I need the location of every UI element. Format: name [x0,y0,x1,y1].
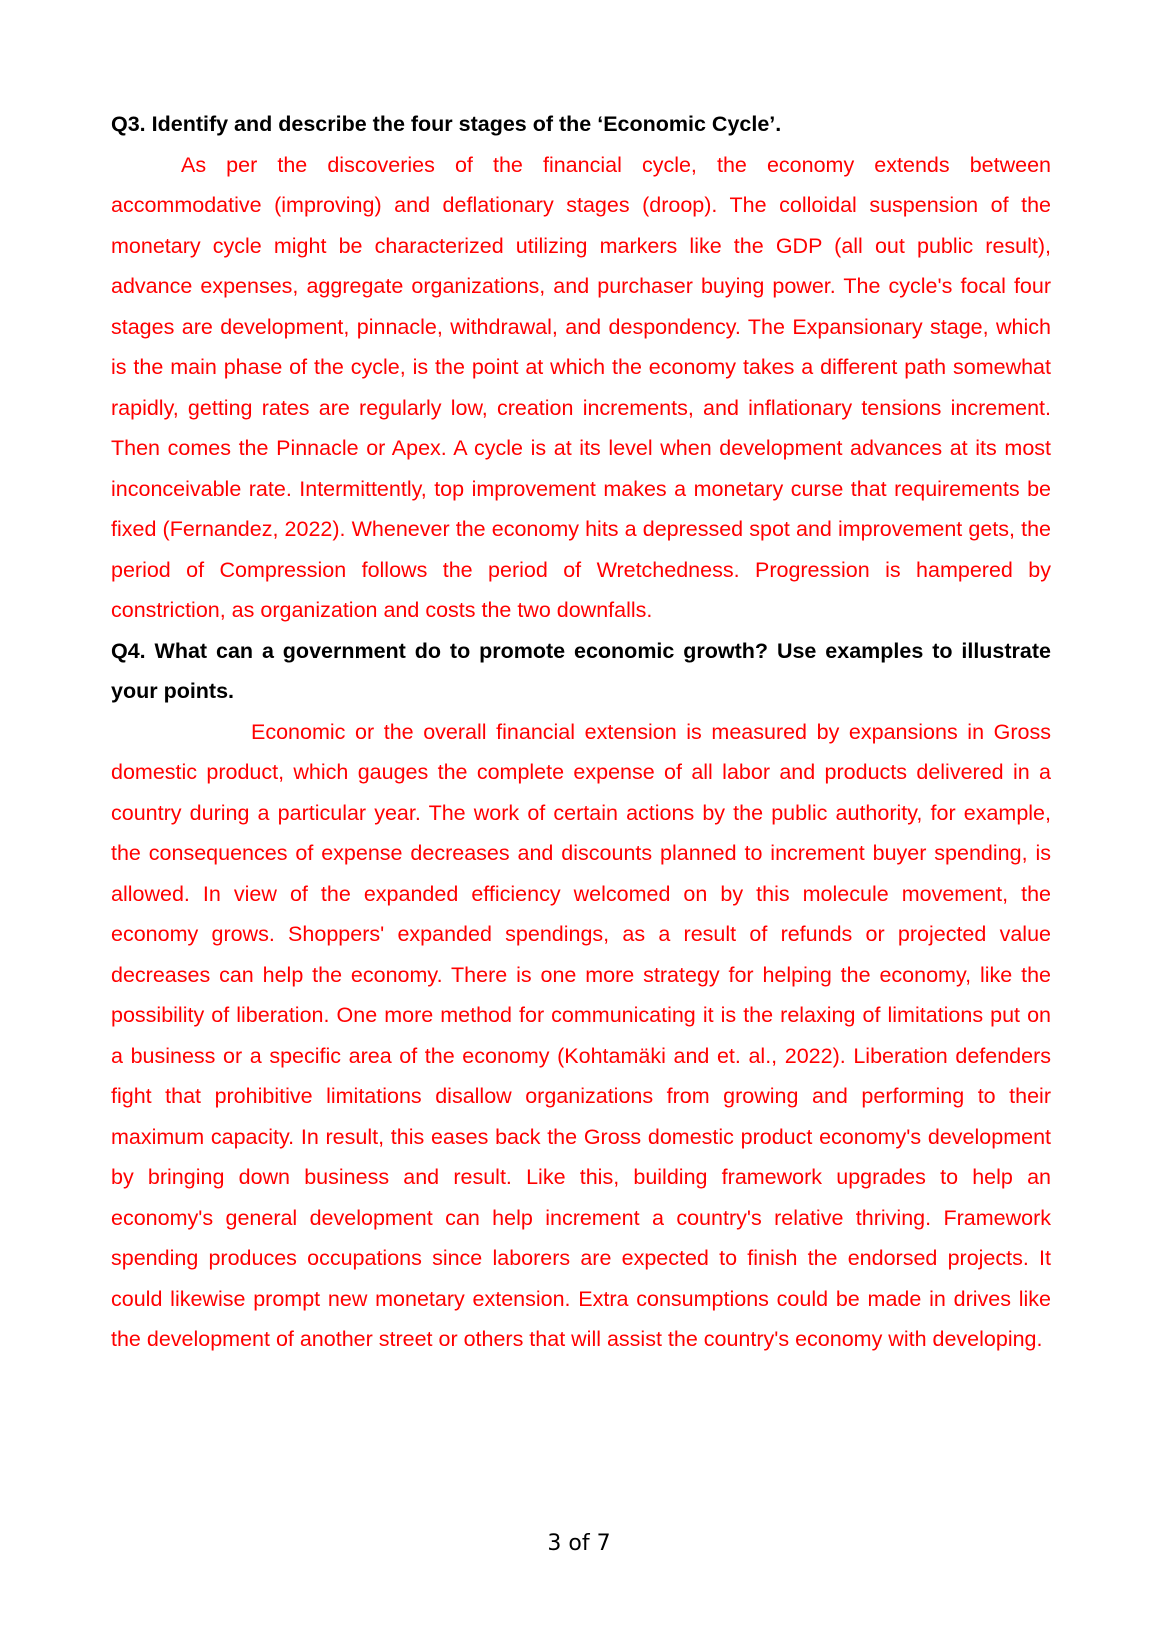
page-number-footer: 3 of 7 [547,1531,611,1556]
answer-q3-paragraph: As per the discoveries of the financial cycle, the economy extends between accommodative (improving) and deflationary stages (droop). The colloidal suspension of the monetary cycle might be characterized utilizing markers like the GDP (all out public result), advance expenses, aggregate organizations, and purchaser buying power. The cycle's focal four stages are development, pinnacle, withdrawal, and despondency. The Expansionary stage, which is the main phase of the cycle, is the point at which the economy takes a different path somewhat rapidly, getting rates are regularly low, creation increments, and inflationary tensions increment. Then comes the Pinnacle or Apex. A cycle is at its level when development advances at its most inconceivable rate. Intermittently, top improvement makes a monetary curse that requirements be fixed (Fernandez, 2022). Whenever the economy hits a depressed spot and improvement gets, the period of Compression follows the period of Wretchedness. Progression is hampered by constriction, as organization and costs the two downfalls. [111,152,1051,622]
answer-q4-paragraph: Economic or the overall financial extension is measured by expansions in Gross domestic product, which gauges the complete expense of all labor and products delivered in a country during a particular year. The work of certain actions by the public authority, for example, the consequences of expense decreases and discounts planned to increment buyer spending, is allowed. In view of the expanded efficiency welcomed on by this molecule movement, the economy grows. Shoppers' expanded spendings, as a result of refunds or projected value decreases can help the economy. There is one more strategy for helping the economy, like the possibility of liberation. One more method for communicating it is the relaxing of limitations put on a business or a specific area of the economy (Kohtamäki and et. al., 2022). Liberation defenders fight that prohibitive limitations disallow organizations from growing and performing to their maximum capacity. In result, this eases back the Gross domestic product economy's development by bringing down business and result. Like this, building framework upgrades to help an economy's general development can help increment a country's relative thriving. Framework spending produces occupations since laborers are expected to finish the endorsed projects. It could likewise prompt new monetary extension. Extra consumptions could be made in drives like the development of another street or others that will assist the country's economy with developing. [111,719,1051,1351]
question-q4-heading: Q4. What can a government do to promote economic growth? Use examples to illustrate your points. [111,638,1051,703]
page-content [111,104,1051,1360]
question-q3-heading: Q3. Identify and describe the four stages of the ‘Economic Cycle’. [111,112,782,136]
